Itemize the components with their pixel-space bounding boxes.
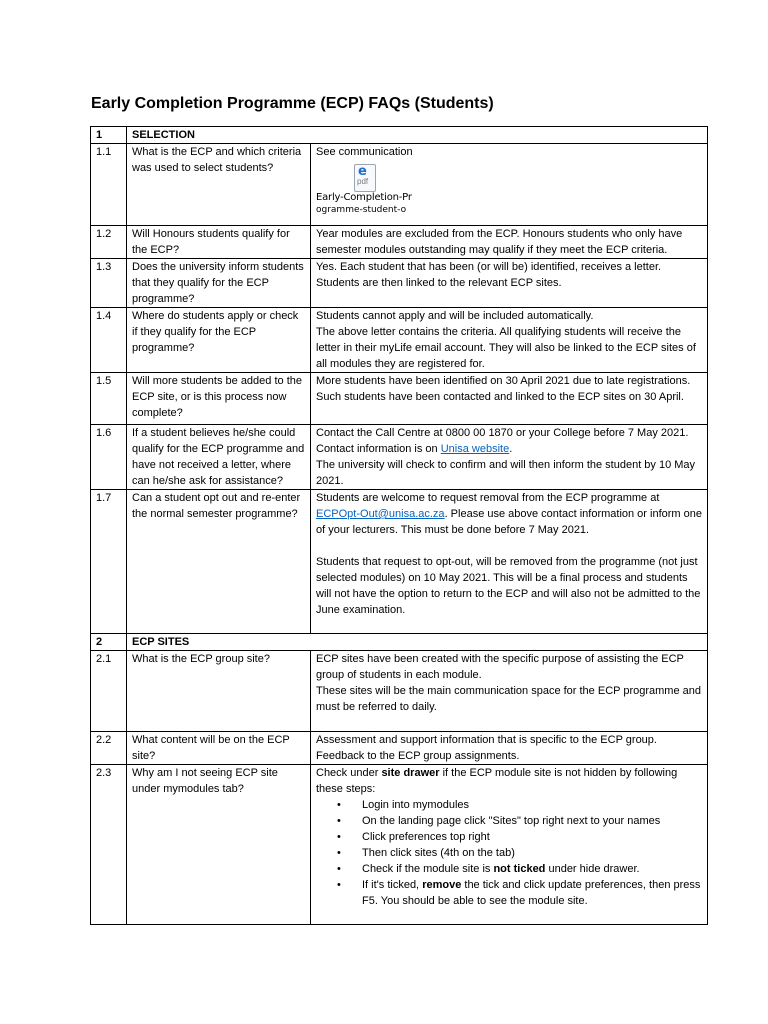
answer-text: ECP sites have been created with the specific purpose of assisting the ECP group of students in each module.	[316, 653, 684, 681]
section-number: 1	[91, 127, 127, 144]
answer-cell	[311, 425, 708, 490]
table-row	[91, 373, 708, 425]
row-number: 2.3	[91, 765, 127, 925]
list-item: • Then click sites (4th on the tab)	[362, 845, 702, 861]
answer-cell	[311, 308, 708, 373]
question-cell: Does the university inform students that they qualify for the ECP programme?	[127, 259, 311, 308]
question-cell: Will Honours students qualify for the ECP?	[127, 226, 311, 259]
answer-cell	[311, 651, 708, 732]
section-number: 2	[91, 634, 127, 651]
row-number: 1.1	[91, 144, 127, 226]
answer-text-part: if the ECP module site is not hidden by following these steps:	[316, 767, 678, 795]
row-number: 1.6	[91, 425, 127, 490]
opt-out-email-link[interactable]: ECPOpt-Out@unisa.ac.za	[316, 508, 445, 520]
answer-cell	[311, 765, 708, 925]
question-cell: Will more students be added to the ECP site, or is this process now complete?	[127, 373, 311, 425]
answer-text: Students cannot apply and will be included automatically.	[316, 310, 594, 322]
list-item-bold: remove	[422, 879, 462, 891]
answer-text: The university will check to confirm and will then inform the student by 10 May 2021.	[316, 459, 696, 487]
list-item: • Click preferences top right	[362, 829, 702, 845]
table-row	[91, 226, 708, 259]
document-title: Early Completion Programme (ECP) FAQs (Students)	[91, 95, 494, 112]
answer-text-part: . Please use above contact information or inform one of your lecturers. This must be done before 7 May 2021.	[316, 508, 702, 536]
answer-text-part: Check under	[316, 767, 382, 779]
list-item-bold: not ticked	[493, 863, 546, 875]
answer-text: Assessment and support information that is specific to the ECP group.	[316, 734, 657, 746]
row-number: 2.2	[91, 732, 127, 765]
list-item-part: Check if the module site is	[362, 863, 494, 875]
answer-cell: Year modules are excluded from the ECP. Honours students who only have semester modules outstanding may qualify if they meet the ECP criteria.	[311, 226, 708, 259]
answer-text-bold: site drawer	[381, 767, 440, 779]
row-number: 1.2	[91, 226, 127, 259]
answer-text	[316, 765, 702, 797]
section-heading: SELECTION	[127, 127, 708, 144]
answer-text: These sites will be the main communication space for the ECP programme and must be referred to daily.	[316, 685, 701, 713]
table-row	[91, 308, 708, 373]
answer-text-part: .	[509, 443, 513, 455]
table-row	[91, 490, 708, 634]
table-row	[91, 651, 708, 732]
attachment-name-line2: ogramme-student-o	[316, 205, 407, 215]
answer-cell	[311, 732, 708, 765]
pdf-file-icon	[354, 164, 376, 192]
list-item-part: the tick and click update preferences, then press F5. You should be able to see the module site.	[362, 879, 701, 907]
pdf-label: pdf	[357, 177, 369, 186]
section-heading: ECP SITES	[127, 634, 708, 651]
answer-cell: Yes. Each student that has been (or will be) identified, receives a letter. Students are then linked to the relevant ECP sites.	[311, 259, 708, 308]
list-item-part: If it's ticked,	[362, 879, 423, 891]
question-cell: Can a student opt out and re-enter the normal semester programme?	[127, 490, 311, 634]
answer-text: The above letter contains the criteria. All qualifying students will receive the letter in their myLife email account. They will also be linked to the ECP sites of all modules they are registered for.	[316, 326, 696, 370]
table-row	[91, 259, 708, 308]
steps-list	[316, 797, 702, 909]
answer-cell	[311, 144, 708, 226]
answer-text: Students that request to opt-out, will be removed from the programme (not just selected modules) on 10 May 2021. This will be a final process and students will not have the option to return to the ECP and will also not be admitted to the June examination.	[316, 556, 701, 616]
row-number: 2.1	[91, 651, 127, 732]
list-item: • Login into mymodules	[362, 797, 702, 813]
row-number: 1.7	[91, 490, 127, 634]
attachment-name-line1: Early-Completion-Pr	[316, 192, 412, 203]
list-item	[362, 877, 702, 909]
paragraph-gap	[316, 538, 702, 554]
list-item: • On the landing page click "Sites" top right next to your names	[362, 813, 702, 829]
answer-text	[316, 490, 702, 538]
section-header-ecp-sites	[91, 634, 708, 651]
answer-text-part: Contact the Call Centre at 0800 00 1870 or your College before 7 May 2021. Contact information is on	[316, 427, 689, 455]
answer-text-part: Students are welcome to request removal from the ECP programme at	[316, 492, 660, 504]
table-row	[91, 732, 708, 765]
section-header-selection	[91, 127, 708, 144]
unisa-website-link[interactable]: Unisa website	[440, 443, 510, 455]
table-row	[91, 144, 708, 226]
list-item-part: under hide drawer.	[545, 863, 640, 875]
answer-text: Feedback to the ECP group assignments.	[316, 750, 520, 762]
list-item	[362, 861, 702, 877]
edge-e-glyph: e	[358, 164, 367, 179]
row-number: 1.3	[91, 259, 127, 308]
question-cell: What is the ECP and which criteria was used to select students?	[127, 144, 311, 226]
row-number: 1.5	[91, 373, 127, 425]
answer-text: See communication	[316, 146, 413, 158]
question-cell: What content will be on the ECP site?	[127, 732, 311, 765]
pdf-attachment[interactable]	[316, 164, 702, 216]
question-cell: What is the ECP group site?	[127, 651, 311, 732]
answer-cell: More students have been identified on 30 April 2021 due to late registrations. Such students have been contacted and linked to the ECP sites on 30 April.	[311, 373, 708, 425]
faq-table	[90, 126, 708, 925]
table-row	[91, 425, 708, 490]
answer-cell	[311, 490, 708, 634]
question-cell: If a student believes he/she could qualify for the ECP programme and have not received a letter, where can he/she ask for assistance?	[127, 425, 311, 490]
question-cell: Where do students apply or check if they qualify for the ECP programme?	[127, 308, 311, 373]
question-cell: Why am I not seeing ECP site under mymodules tab?	[127, 765, 311, 925]
row-number: 1.4	[91, 308, 127, 373]
answer-text	[316, 425, 702, 457]
table-row	[91, 765, 708, 925]
